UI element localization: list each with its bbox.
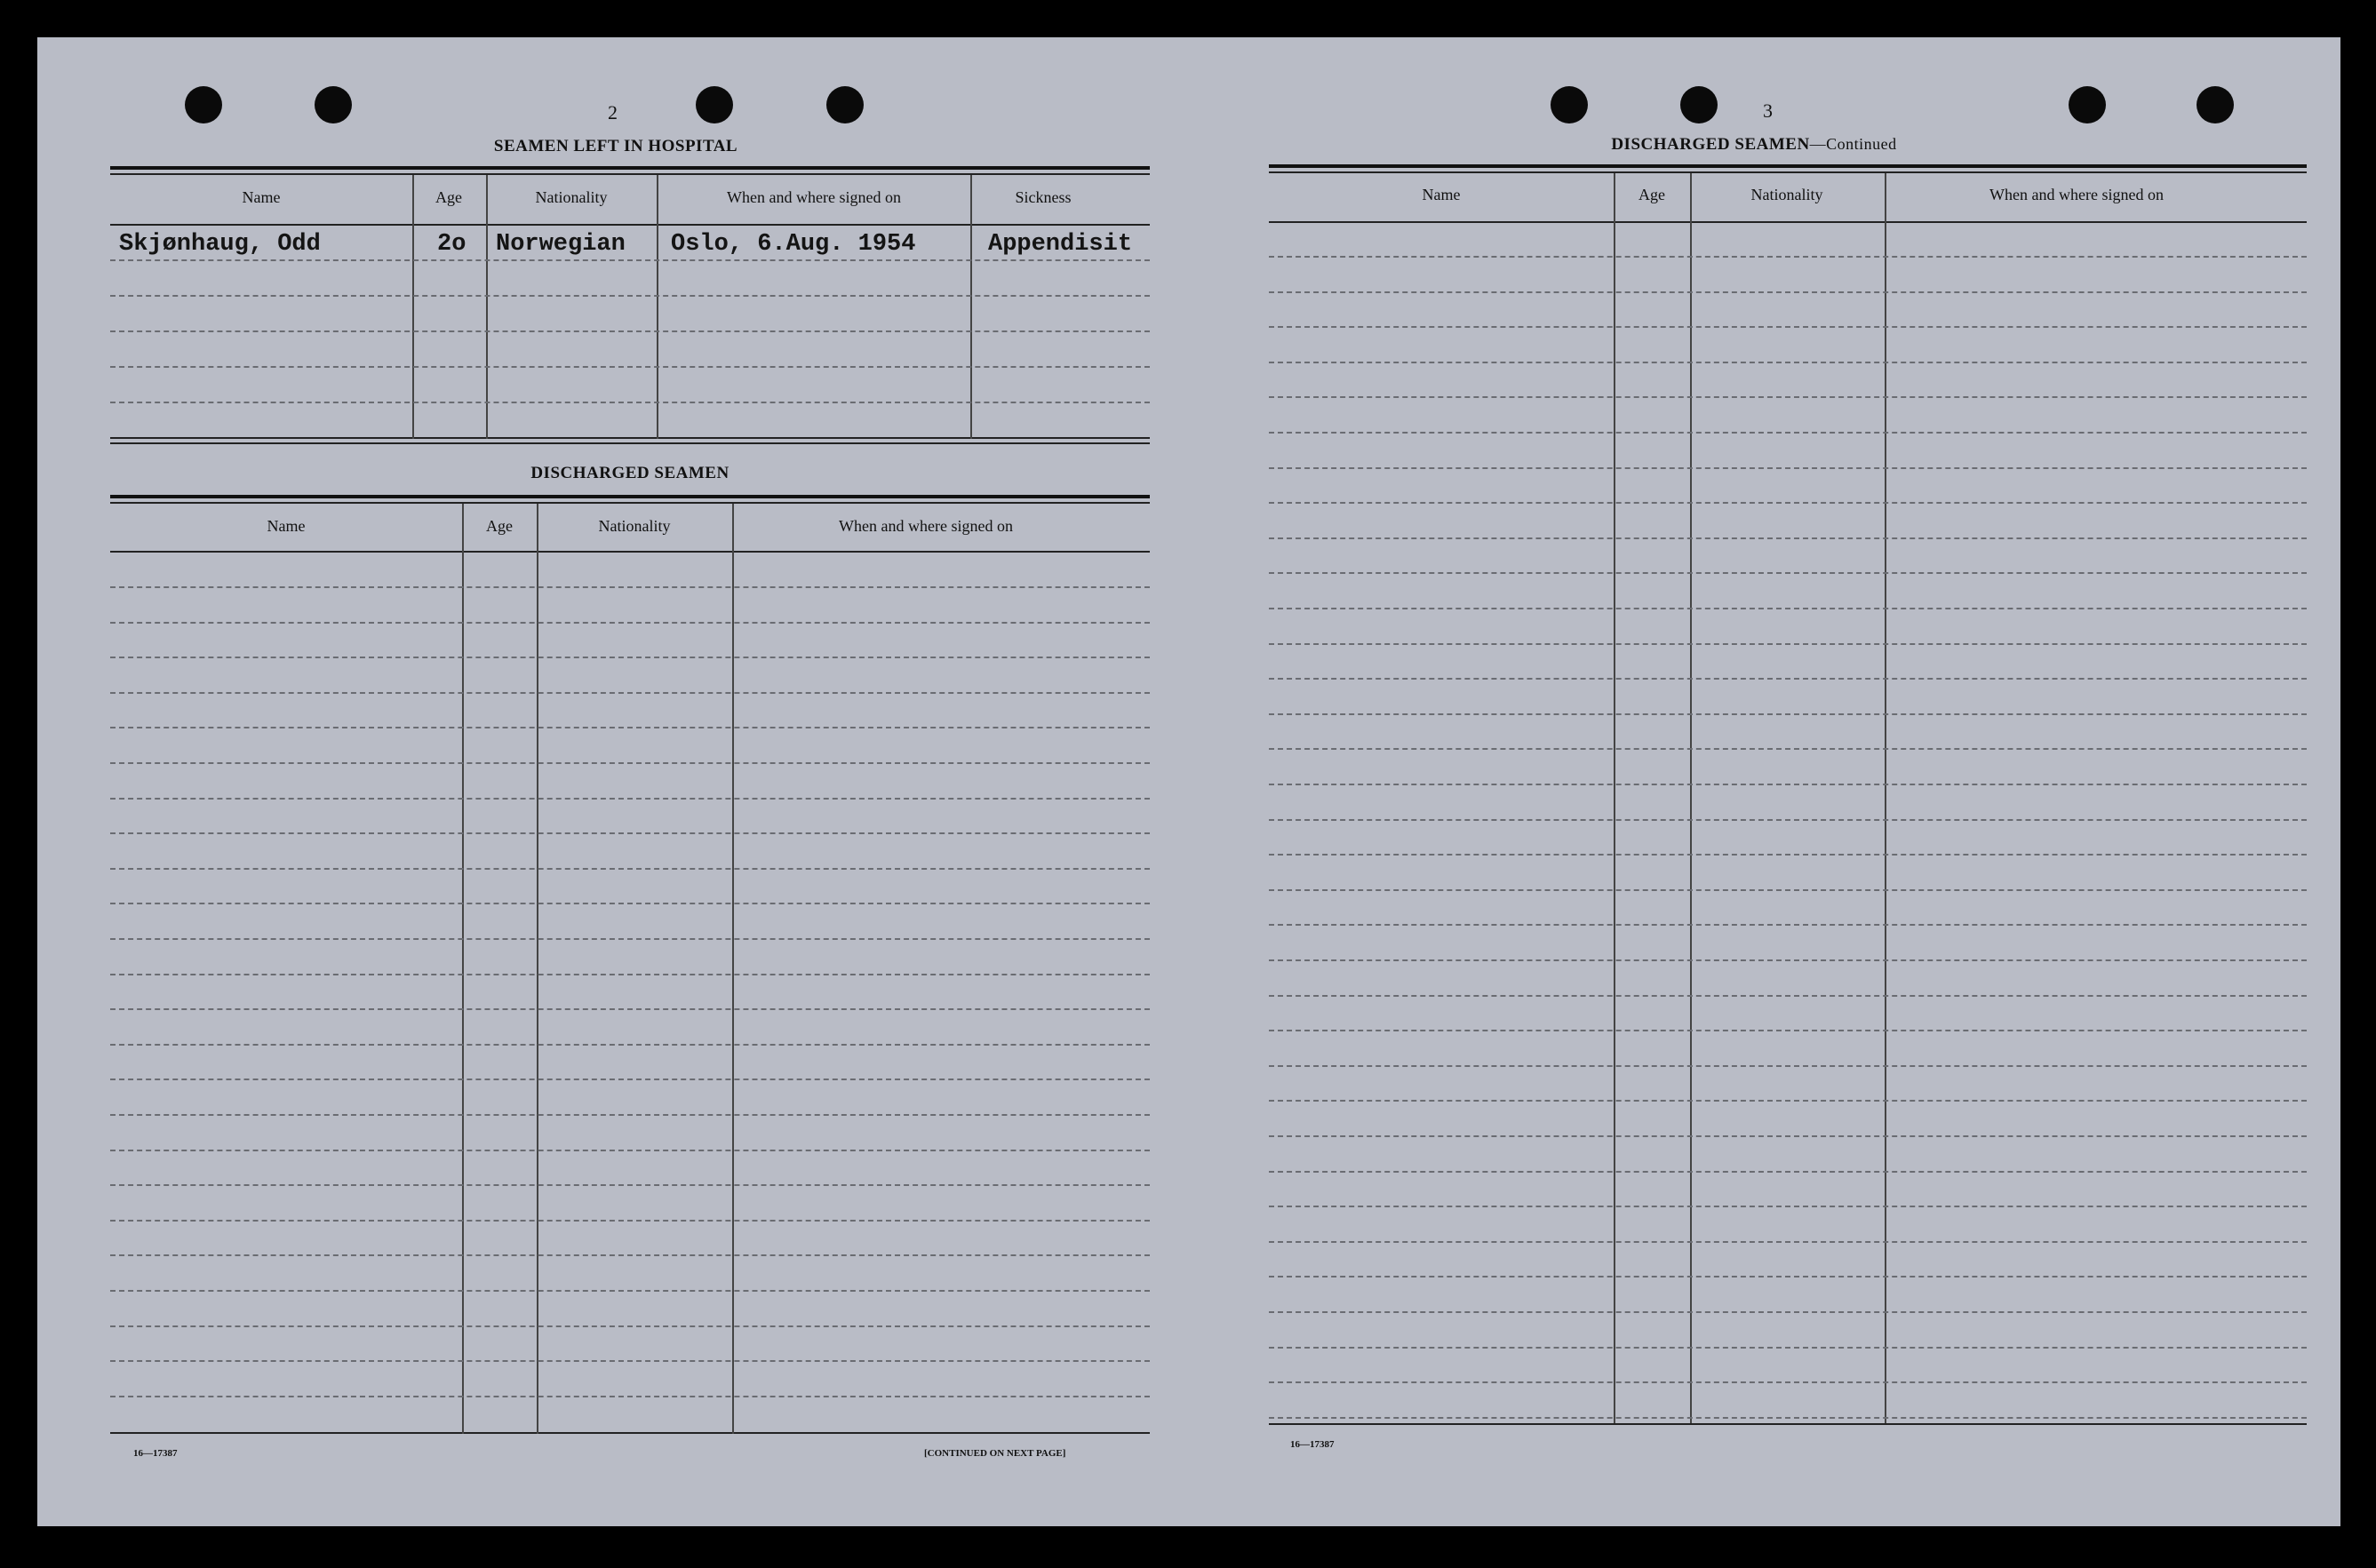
form-number: 16—17387 — [133, 1448, 178, 1459]
page-number: 3 — [1763, 99, 1773, 122]
row-line — [1269, 784, 2307, 785]
row-line — [1269, 889, 2307, 891]
row-line — [110, 330, 1150, 332]
row-line — [110, 1254, 1150, 1256]
punch-hole — [2069, 86, 2106, 123]
table-bottom-rule — [1269, 1423, 2307, 1425]
table-top-rule — [110, 502, 1150, 504]
header-rule — [1269, 221, 2307, 223]
document-sheet — [37, 37, 2340, 1526]
row-line — [1269, 1417, 2307, 1419]
row-line — [110, 1396, 1150, 1397]
row-line — [1269, 396, 2307, 398]
row-line — [1269, 256, 2307, 258]
row-line — [1269, 326, 2307, 328]
row-line — [110, 868, 1150, 870]
row-line — [1269, 291, 2307, 293]
row-line — [1269, 608, 2307, 609]
punch-hole — [826, 86, 864, 123]
column-header: Nationality — [535, 188, 608, 206]
punch-hole — [2197, 86, 2234, 123]
table-top-rule — [1269, 164, 2307, 168]
signed-on: Oslo, 6.Aug. 1954 — [671, 231, 916, 258]
table-top-rule — [110, 495, 1150, 498]
row-line — [110, 832, 1150, 834]
punch-hole — [1551, 86, 1588, 123]
table-top-rule — [110, 166, 1150, 170]
row-line — [1269, 924, 2307, 926]
column-header: Age — [1638, 186, 1665, 203]
row-line — [110, 1360, 1150, 1362]
column-header: Name — [1422, 186, 1461, 203]
row-line — [1269, 713, 2307, 715]
row-line — [110, 974, 1150, 975]
discharged-section-title: DISCHARGED SEAMEN — [530, 464, 730, 482]
column-header: Age — [486, 517, 513, 535]
column-header: When and where signed on — [1989, 186, 2164, 203]
row-line — [110, 402, 1150, 403]
form-number: 16—17387 — [1290, 1439, 1335, 1450]
row-line — [110, 1325, 1150, 1327]
seaman-age: 2o — [437, 231, 466, 258]
row-line — [110, 1220, 1150, 1222]
row-line — [110, 1290, 1150, 1292]
row-line — [110, 727, 1150, 728]
row-line — [110, 798, 1150, 800]
column-header: Name — [242, 188, 281, 206]
row-line — [1269, 572, 2307, 574]
row-line — [1269, 1206, 2307, 1207]
row-line — [110, 1150, 1150, 1151]
punch-hole — [185, 86, 222, 123]
column-divider — [412, 175, 414, 439]
table-bottom-rule — [110, 1432, 1150, 1434]
row-line — [110, 903, 1150, 904]
row-line — [1269, 1276, 2307, 1277]
row-line — [110, 259, 1150, 261]
column-divider — [657, 175, 658, 439]
row-line — [1269, 502, 2307, 504]
row-line — [1269, 362, 2307, 363]
row-line — [1269, 748, 2307, 750]
column-header: Name — [267, 517, 306, 535]
title-main: DISCHARGED SEAMEN — [1611, 135, 1810, 154]
row-line — [110, 1184, 1150, 1186]
table-bottom-rule — [110, 442, 1150, 444]
hospital-section-title: SEAMEN LEFT IN HOSPITAL — [493, 137, 738, 155]
sickness: Appendisit — [988, 231, 1133, 258]
header-rule — [110, 224, 1150, 226]
row-line — [1269, 1030, 2307, 1031]
punch-hole — [1680, 86, 1718, 123]
row-line — [1269, 1171, 2307, 1173]
title-continued: —Continued — [1809, 135, 1897, 153]
column-header: Nationality — [1750, 186, 1823, 203]
discharged-continued-title — [1611, 135, 1896, 155]
row-line — [110, 1008, 1150, 1010]
row-line — [1269, 995, 2307, 997]
row-line — [1269, 1100, 2307, 1102]
row-line — [1269, 1135, 2307, 1137]
row-line — [110, 1078, 1150, 1080]
page-number: 2 — [608, 101, 618, 123]
table-bottom-rule — [110, 437, 1150, 439]
row-line — [1269, 467, 2307, 469]
row-line — [1269, 1381, 2307, 1383]
row-line — [110, 762, 1150, 764]
column-divider — [732, 504, 734, 1434]
column-divider — [970, 175, 972, 439]
punch-hole — [315, 86, 352, 123]
row-line — [110, 366, 1150, 368]
seaman-nationality: Norwegian — [496, 231, 626, 258]
column-header: When and where signed on — [727, 188, 901, 206]
table-top-rule — [1269, 171, 2307, 173]
row-line — [110, 692, 1150, 694]
row-line — [1269, 537, 2307, 539]
column-divider — [486, 175, 488, 439]
row-line — [110, 1114, 1150, 1116]
row-line — [1269, 643, 2307, 645]
header-rule — [110, 551, 1150, 553]
row-line — [110, 295, 1150, 297]
row-line — [1269, 432, 2307, 434]
column-header: Nationality — [598, 517, 671, 535]
row-line — [110, 586, 1150, 588]
row-line — [110, 657, 1150, 658]
row-line — [1269, 819, 2307, 821]
row-line — [1269, 1065, 2307, 1067]
seaman-name: Skjønhaug, Odd — [119, 231, 321, 258]
column-header: When and where signed on — [839, 517, 1013, 535]
row-line — [1269, 854, 2307, 856]
row-line — [1269, 1311, 2307, 1313]
punch-hole — [696, 86, 733, 123]
column-divider — [537, 504, 538, 1434]
column-divider — [462, 504, 464, 1434]
column-header: Age — [435, 188, 462, 206]
row-line — [1269, 678, 2307, 680]
row-line — [1269, 959, 2307, 961]
row-line — [1269, 1347, 2307, 1349]
table-top-rule — [110, 173, 1150, 175]
row-line — [110, 622, 1150, 624]
column-header: Sickness — [1015, 188, 1072, 206]
row-line — [110, 938, 1150, 940]
row-line — [1269, 1241, 2307, 1243]
row-line — [110, 1044, 1150, 1046]
continued-note: [CONTINUED ON NEXT PAGE] — [924, 1448, 1066, 1459]
